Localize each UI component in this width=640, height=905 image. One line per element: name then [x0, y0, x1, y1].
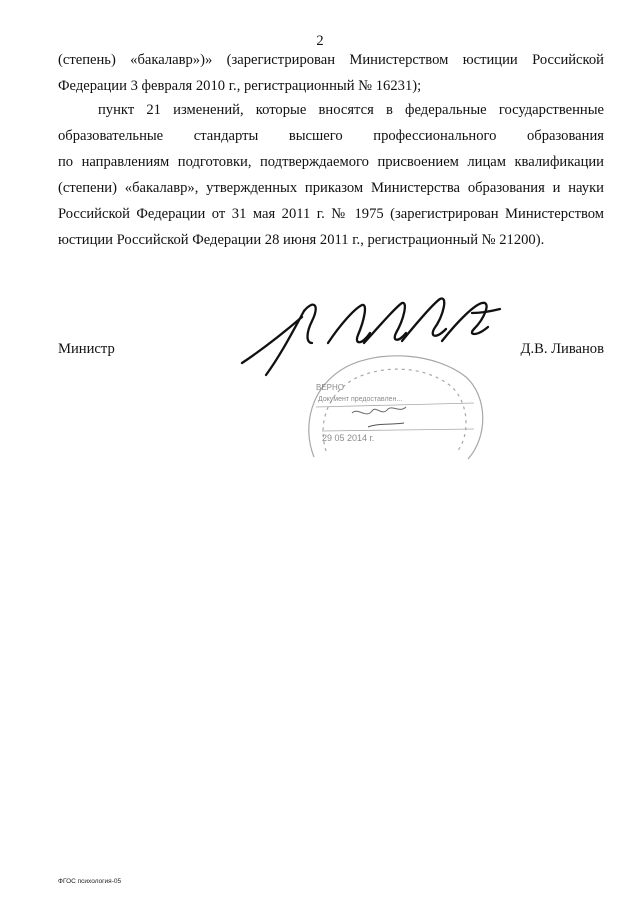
stamp-date: 29 05 2014 г. — [322, 433, 375, 443]
handwritten-signature — [236, 283, 506, 383]
paragraph-2-line-6: юстиции Российской Федерации 28 июня 2011 г., регистрационный № 21200). — [58, 232, 545, 248]
paragraph-2-line-2: образовательные стандарты высшего профессионального образования — [58, 128, 604, 144]
stamp-line-1: ВЕРНО — [316, 383, 345, 392]
footer-label: ФГОС психология-05 — [58, 878, 122, 885]
paragraph-1-line-2: Федерации 3 февраля 2010 г., регистрационный № 16231); — [58, 78, 422, 94]
paragraph-2-line-3: по направлениям подготовки, подтверждаемого присвоением лицам квалификации — [58, 154, 604, 170]
paragraph-2-line-1: пункт 21 изменений, которые вносятся в федеральные государственные — [98, 102, 604, 118]
page-number: 2 — [316, 33, 324, 49]
paragraph-1 — [58, 47, 604, 99]
paragraph-1-line-1: (степень) «бакалавр»)» (зарегистрирован Министерством юстиции Российской — [58, 52, 604, 68]
paragraph-2-line-5: Российской Федерации от 31 мая 2011 г. № 1975 (зарегистрирован Министерством — [58, 206, 604, 222]
signatory-name: Д.В. Ливанов — [520, 341, 604, 357]
paragraph-2 — [58, 97, 604, 253]
signatory-title: Министр — [58, 341, 115, 357]
paragraph-2-line-4: (степени) «бакалавр», утвержденных приказом Министерства образования и науки — [58, 180, 604, 196]
stamp-line-2: Документ предоставлен... — [318, 396, 403, 403]
